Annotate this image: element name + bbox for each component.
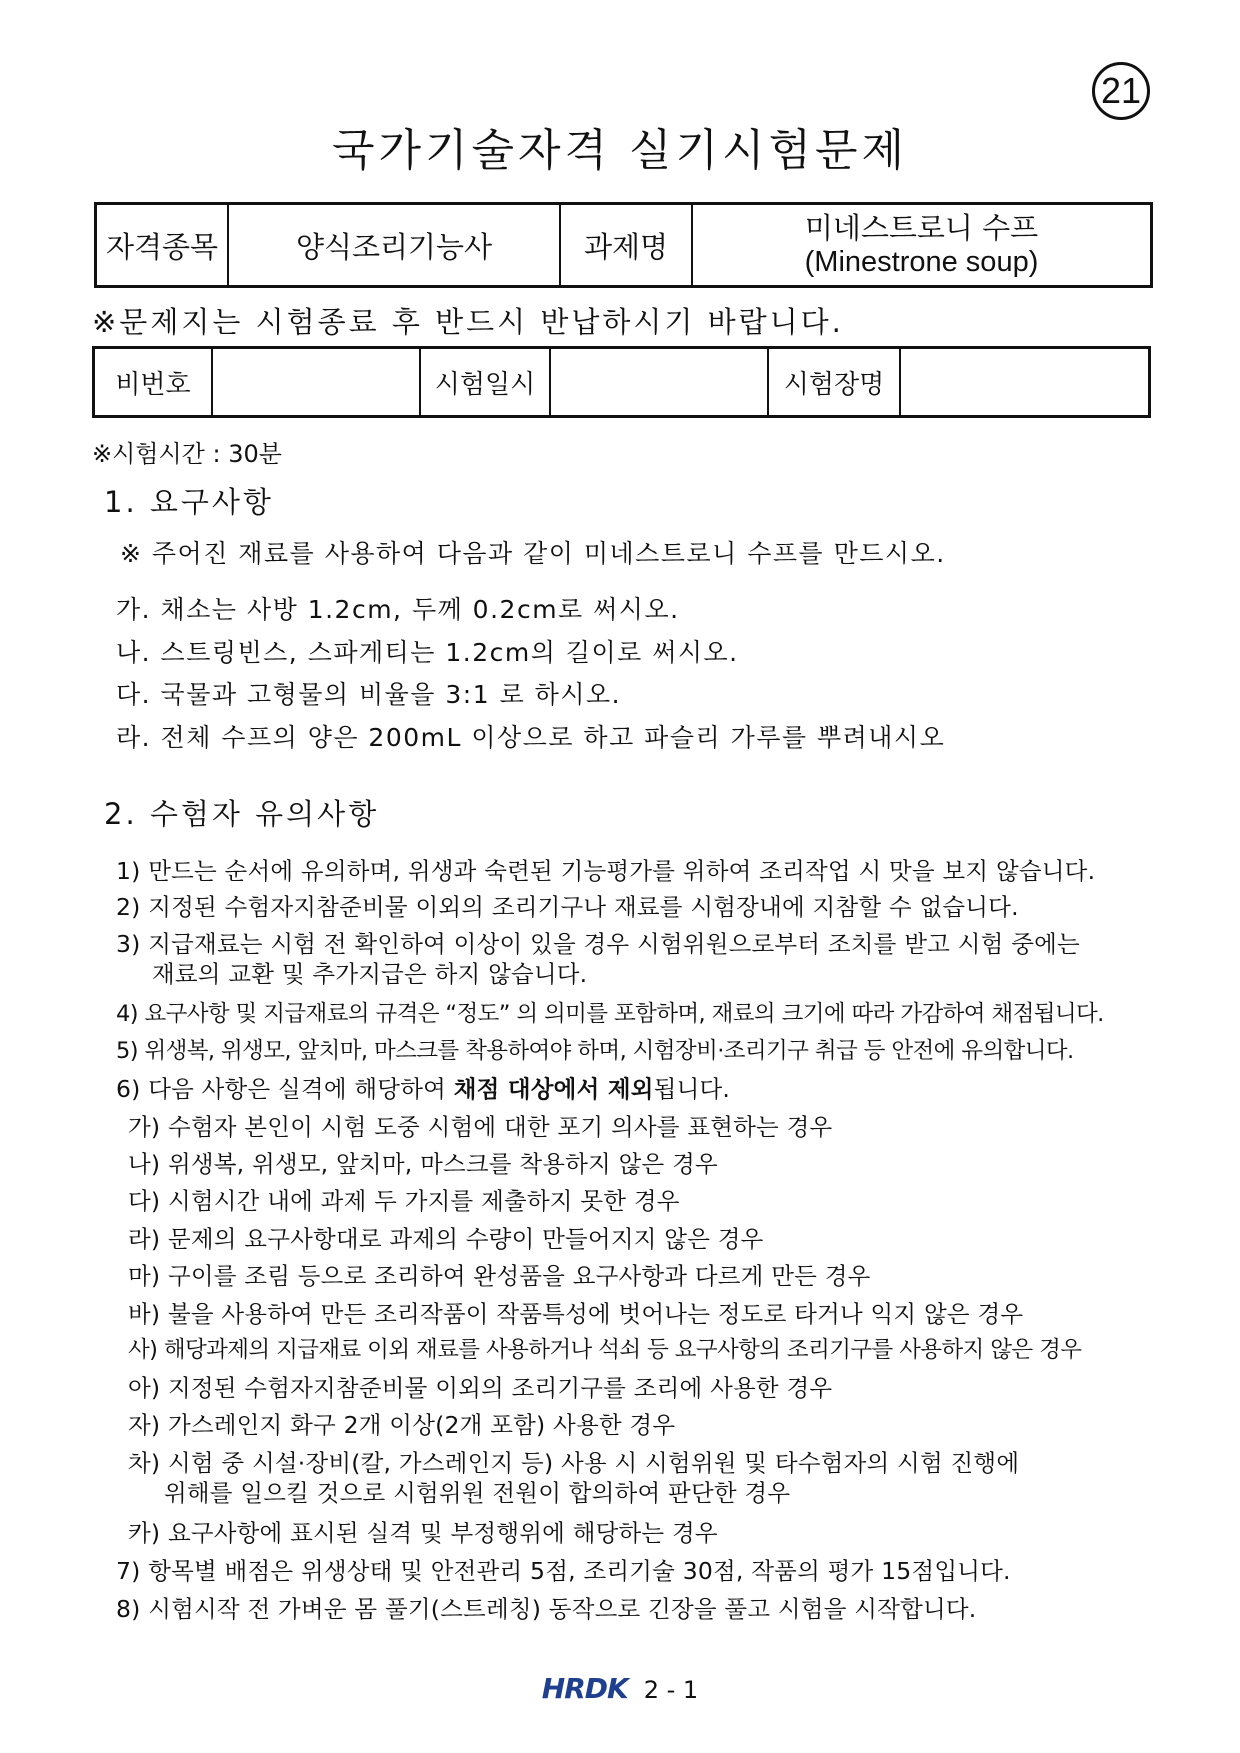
precaution-6-text-end: 됩니다.: [653, 1075, 731, 1103]
page-title: 국가기술자격 실기시험문제: [331, 125, 909, 176]
exam-time: ※시험시간 : 30분: [92, 440, 282, 468]
requirement-item: 나. 스트링빈스, 스파게티는 1.2cm의 길이로 써시오.: [116, 638, 739, 667]
return-notice: ※문제지는 시험종료 후 반드시 반납하시기 바랍니다.: [92, 305, 844, 339]
precaution-item: 4) 요구사항 및 지급재료의 규격은 “정도” 의 의미를 포함하며, 재료의 크기에 따라 가감하여 채점됩니다.: [116, 1001, 1104, 1027]
qualification-info-table: [94, 202, 1153, 288]
requirement-item: 다. 국물과 고형물의 비율을 3:1 로 하시오.: [116, 680, 622, 709]
precaution-item: 1) 만드는 순서에 유의하며, 위생과 숙련된 기능평가를 위하여 조리작업 시 맛을 보지 않습니다.: [116, 857, 1096, 885]
precaution-item: 2) 지정된 수험자지참준비물 이외의 조리기구나 재료를 시험장내에 지참할 수 없습니다.: [116, 893, 1019, 921]
section-precautions-heading: 2. 수험자 유의사항: [104, 797, 380, 831]
disqualification-item: 차) 시험 중 시설·장비(칼, 가스레인지 등) 사용 시 시험위원 및 타수험자의 시험 진행에: [128, 1449, 1020, 1477]
disqualification-item: 아) 지정된 수험자지참준비물 이외의 조리기구를 조리에 사용한 경우: [128, 1374, 833, 1402]
exam-id-value[interactable]: [212, 348, 420, 417]
disqualification-item: 다) 시험시간 내에 과제 두 가지를 제출하지 못한 경우: [128, 1187, 680, 1215]
requirement-item: 가. 채소는 사방 1.2cm, 두께 0.2cm로 써시오.: [116, 595, 680, 624]
exam-place-label: 시험장명: [768, 348, 900, 417]
footer-page-number: 2 - 1: [643, 1676, 699, 1704]
precaution-item: [116, 1070, 730, 1104]
requirements-intro: ※ 주어진 재료를 사용하여 다음과 같이 미네스트로니 수프를 만드시오.: [120, 539, 946, 568]
disqualification-item: 바) 불을 사용하여 만든 조리작품이 작품특성에 벗어나는 정도로 타거나 익지 않은 경우: [128, 1300, 1024, 1328]
precaution-item: 3) 지급재료는 시험 전 확인하여 이상이 있을 경우 시험위원으로부터 조치를 받고 시험 중에는: [116, 930, 1080, 958]
task-name: [692, 204, 1152, 287]
disqualification-item: 라) 문제의 요구사항대로 과제의 수량이 만들어지지 않은 경우: [128, 1225, 764, 1253]
precaution-item: 5) 위생복, 위생모, 앞치마, 마스크를 착용하여야 하며, 시험장비·조리기구 취급 등 안전에 유의합니다.: [116, 1038, 1074, 1064]
hrdk-logo: HRDK: [541, 1672, 628, 1705]
exam-info-table: [92, 346, 1151, 418]
task-name-en: (Minestrone soup): [804, 246, 1039, 278]
category-label: 자격종목: [96, 204, 229, 287]
disqualification-item: 나) 위생복, 위생모, 앞치마, 마스크를 착용하지 않은 경우: [128, 1150, 718, 1178]
exam-date-label: 시험일시: [420, 348, 550, 417]
disqualification-item: 카) 요구사항에 표시된 실격 및 부정행위에 해당하는 경우: [128, 1519, 718, 1547]
precaution-6-emphasis: 채점 대상에서 제외: [453, 1075, 654, 1103]
exam-date-value[interactable]: [550, 348, 768, 417]
page-number-badge: 21: [1092, 62, 1150, 120]
precaution-6-text: 6) 다음 사항은 실격에 해당하여: [116, 1075, 454, 1103]
requirement-item: 라. 전체 수프의 양은 200mL 이상으로 하고 파슬리 가루를 뿌려내시오: [116, 723, 946, 752]
disqualification-item: 자) 가스레인지 화구 2개 이상(2개 포함) 사용한 경우: [128, 1411, 676, 1439]
precaution-item: 7) 항목별 배점은 위생상태 및 안전관리 5점, 조리기술 30점, 작품의 평가 15점입니다.: [116, 1557, 1011, 1585]
category-value: 양식조리기능사: [228, 204, 560, 287]
exam-id-label: 비번호: [94, 348, 213, 417]
precaution-item-cont: 재료의 교환 및 추가지급은 하지 않습니다.: [152, 960, 588, 988]
disqualification-item-cont: 위해를 일으킬 것으로 시험위원 전원이 합의하여 판단한 경우: [164, 1479, 791, 1507]
task-label: 과제명: [560, 204, 692, 287]
section-requirements-heading: 1. 요구사항: [104, 485, 274, 519]
task-name-ko: 미네스트로니 수프: [804, 211, 1039, 245]
disqualification-item: 마) 구이를 조림 등으로 조리하여 완성품을 요구사항과 다르게 만든 경우: [128, 1262, 871, 1290]
disqualification-item: 가) 수험자 본인이 시험 도중 시험에 대한 포기 의사를 표현하는 경우: [128, 1113, 833, 1141]
exam-place-value[interactable]: [900, 348, 1150, 417]
disqualification-item: 사) 해당과제의 지급재료 이외 재료를 사용하거나 석쇠 등 요구사항의 조리기구를 사용하지 않은 경우: [128, 1337, 1082, 1363]
precaution-item: 8) 시험시작 전 가벼운 몸 풀기(스트레칭) 동작으로 긴장을 풀고 시험을 시작합니다.: [116, 1595, 977, 1623]
footer: [0, 1672, 1240, 1705]
